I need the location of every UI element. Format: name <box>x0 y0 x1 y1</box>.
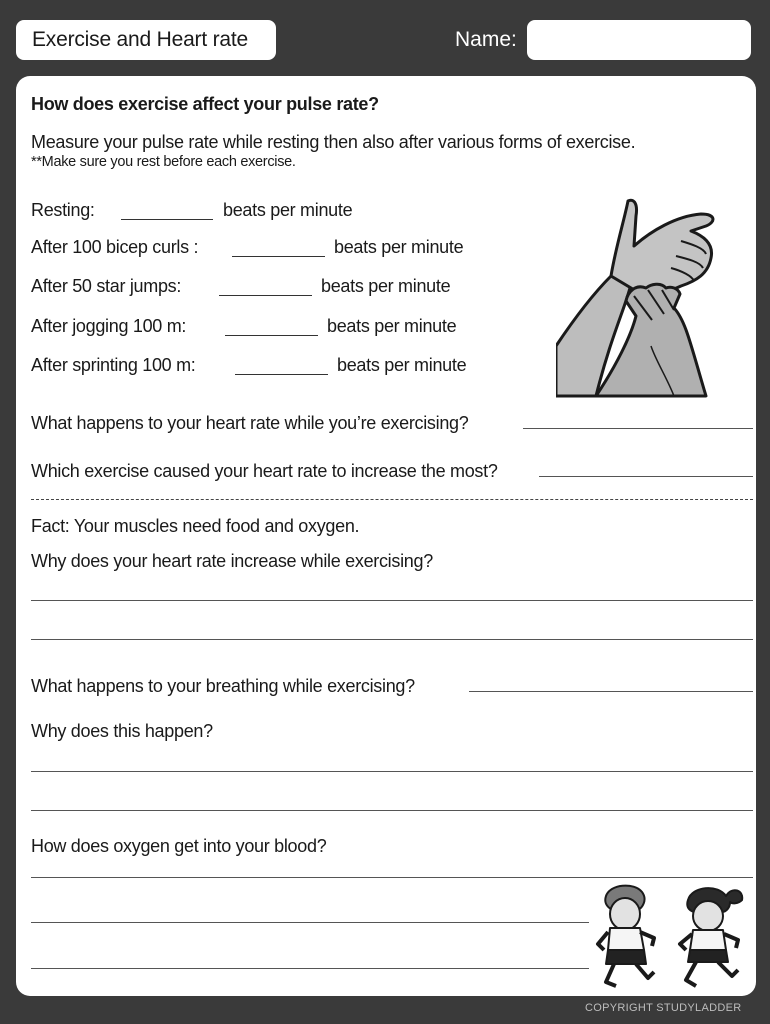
answer-line[interactable] <box>31 600 753 601</box>
answer-line[interactable] <box>31 771 753 772</box>
row-unit-jogging: beats per minute <box>327 316 457 336</box>
row-unit-sprinting: beats per minute <box>337 355 467 375</box>
instruction-text: Measure your pulse rate while resting then also after various forms of exercise. <box>31 132 636 152</box>
title-box <box>16 20 276 60</box>
pulse-question-heading: How does exercise affect your pulse rate? <box>31 94 379 114</box>
row-label-sprinting: After sprinting 100 m: <box>31 355 196 375</box>
most-increase-question: Which exercise caused your heart rate to increase the most? <box>31 461 498 481</box>
why-happen-question: Why does this happen? <box>31 721 213 741</box>
heart-rate-question: What happens to your heart rate while you’re exercising? <box>31 413 469 433</box>
row-unit-resting: beats per minute <box>223 200 353 220</box>
name-field[interactable] <box>527 20 751 60</box>
row-label-jogging: After jogging 100 m: <box>31 316 187 336</box>
page-title: Exercise and Heart rate <box>32 28 249 51</box>
rest-note: **Make sure you rest before each exercise. <box>31 154 296 170</box>
section-divider <box>31 499 753 500</box>
fact-text: Fact: Your muscles need food and oxygen. <box>31 516 360 536</box>
hand-pulse-icon <box>556 196 726 401</box>
breathing-answer-line[interactable] <box>469 691 753 692</box>
starjumps-answer-blank[interactable] <box>219 295 312 296</box>
row-label-resting: Resting: <box>31 200 95 220</box>
running-kids-icon <box>592 882 752 992</box>
heart-rate-answer-line[interactable] <box>523 428 753 429</box>
oxygen-question: How does oxygen get into your blood? <box>31 836 327 856</box>
row-unit-starjumps: beats per minute <box>321 276 451 296</box>
answer-line[interactable] <box>31 639 753 640</box>
sprinting-answer-blank[interactable] <box>235 374 328 375</box>
answer-line[interactable] <box>31 877 753 878</box>
heart-rate-why-question: Why does your heart rate increase while exercising? <box>31 551 433 571</box>
answer-line[interactable] <box>31 922 589 923</box>
row-label-starjumps: After 50 star jumps: <box>31 276 182 296</box>
breathing-question: What happens to your breathing while exercising? <box>31 676 415 696</box>
worksheet-panel <box>16 76 756 996</box>
copyright-text: COPYRIGHT STUDYLADDER <box>585 1002 742 1014</box>
answer-line[interactable] <box>31 968 589 969</box>
resting-answer-blank[interactable] <box>121 219 213 220</box>
bicep-answer-blank[interactable] <box>232 256 325 257</box>
answer-line[interactable] <box>31 810 753 811</box>
jogging-answer-blank[interactable] <box>225 335 318 336</box>
row-unit-bicep: beats per minute <box>334 237 464 257</box>
name-label: Name: <box>455 28 517 51</box>
row-label-bicep: After 100 bicep curls : <box>31 237 199 257</box>
most-increase-answer-line[interactable] <box>539 476 753 477</box>
